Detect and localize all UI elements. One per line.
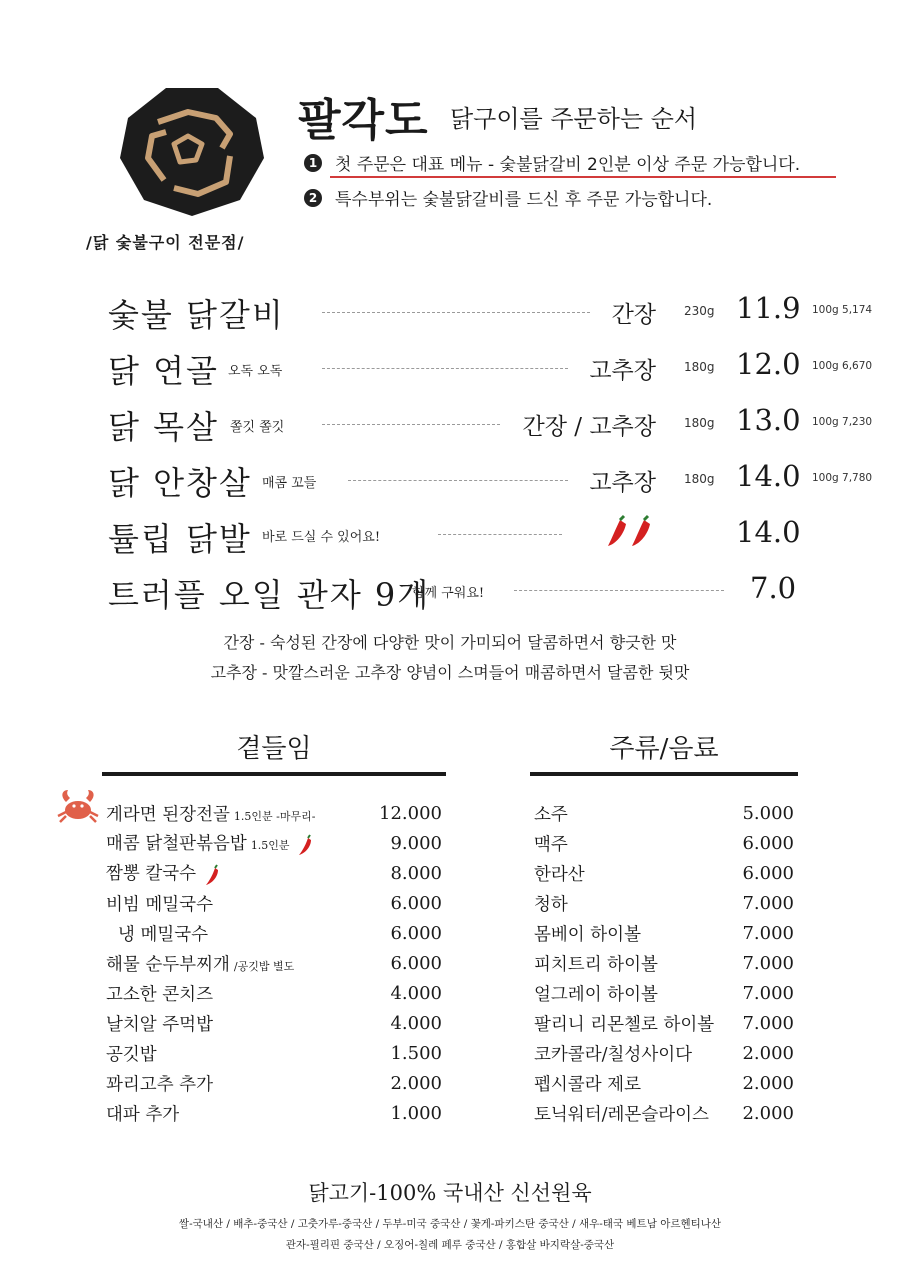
side-item: 매콤 닭철판볶음밥 1.5인분 9.000 bbox=[106, 832, 442, 855]
side-item: 꽈리고추 추가 2.000 bbox=[106, 1072, 442, 1095]
number-badge: 2 bbox=[304, 189, 322, 207]
dotted-leader bbox=[322, 312, 590, 313]
menu-item-weight: 230g bbox=[684, 304, 715, 318]
menu-item-sauce: 간장 / 고추장 bbox=[522, 414, 656, 440]
menu-item-desc: 함께 구워요! bbox=[412, 586, 485, 601]
menu-item-name: 닭 연골 bbox=[108, 352, 219, 390]
menu-item-per100: 100g 7,230 bbox=[812, 416, 873, 428]
menu-item-desc: 매콤 꼬들 bbox=[262, 476, 317, 491]
menu-item-desc: 바로 드실 수 있어요! bbox=[262, 530, 381, 545]
menu-item-sauce: 간장 bbox=[611, 302, 656, 328]
menu-item-desc: 쫄깃 쫄깃 bbox=[230, 420, 285, 435]
sauce-note: 간장 - 숙성된 간장에 다양한 맛이 가미되어 달콤하면서 향긋한 맛 bbox=[223, 633, 677, 652]
side-item: 날치알 주먹밥 4.000 bbox=[106, 1012, 442, 1035]
chili-pepper-icon bbox=[205, 864, 219, 886]
menu-item-price: 7.0 bbox=[750, 571, 797, 605]
order-rule-text: 첫 주문은 대표 메뉴 - 숯불닭갈비 2인분 이상 주문 가능합니다. bbox=[335, 155, 801, 175]
side-item: 고소한 콘치즈 4.000 bbox=[106, 982, 442, 1005]
dotted-leader bbox=[322, 424, 500, 425]
menu-item-name: 닭 안창살 bbox=[108, 464, 252, 502]
drink-item: 팔리니 리몬첼로 하이볼 7.000 bbox=[534, 1012, 794, 1035]
menu-item-weight: 180g bbox=[684, 472, 715, 486]
drink-item: 한라산 6.000 bbox=[534, 862, 794, 885]
menu-item-price: 13.0 bbox=[736, 403, 801, 437]
side-item: 짬뽕 칼국수 8.000 bbox=[106, 862, 442, 885]
menu-item-name: 트러플 오일 관자 9개 bbox=[108, 576, 431, 614]
crab-icon bbox=[56, 786, 100, 826]
menu-item-price: 14.0 bbox=[736, 515, 801, 549]
drinks-title: 주류/음료 bbox=[609, 734, 719, 764]
brand-name: 팔각도 bbox=[298, 95, 429, 146]
drink-item: 얼그레이 하이볼 7.000 bbox=[534, 982, 794, 1005]
menu-item-desc: 오독 오독 bbox=[228, 364, 283, 379]
order-rule-2 bbox=[304, 185, 712, 210]
underline bbox=[330, 176, 836, 178]
section-divider bbox=[102, 772, 446, 776]
origin-line: 관자-필리핀 중국산 / 오징어-칠레 페루 중국산 / 홍합살 바지락살-중국산 bbox=[285, 1239, 615, 1251]
side-item: 공깃밥 1.500 bbox=[106, 1042, 442, 1065]
menu-item-weight: 180g bbox=[684, 416, 715, 430]
sides-title: 곁들임 bbox=[236, 734, 312, 764]
dotted-leader bbox=[322, 368, 568, 369]
drink-item: 피치트리 하이볼 7.000 bbox=[534, 952, 794, 975]
number-badge: 1 bbox=[304, 154, 322, 172]
drink-item: 토닉워터/레몬슬라이스 2.000 bbox=[534, 1102, 794, 1125]
menu-item-per100: 100g 5,174 bbox=[812, 304, 873, 316]
origin-line: 쌀-국내산 / 배추-중국산 / 고춧가루-중국산 / 두부-미국 중국산 / 꽃게-파키스탄 중국산 / 새우-태국 베트남 아르헨티나산 bbox=[178, 1218, 722, 1230]
menu-item-name: 숯불 닭갈비 bbox=[108, 296, 285, 334]
menu-item-weight: 180g bbox=[684, 360, 715, 374]
chili-pepper-icon bbox=[606, 514, 662, 550]
menu-item-price: 14.0 bbox=[736, 459, 801, 493]
menu-item-price: 12.0 bbox=[736, 347, 801, 381]
sauce-note: 고추장 - 맛깔스러운 고추장 양념이 스며들어 매콤하면서 달콤한 뒷맛 bbox=[210, 663, 690, 682]
menu-item-sauce: 고추장 bbox=[589, 358, 656, 384]
menu-item-sauce: 고추장 bbox=[589, 470, 656, 496]
side-item: 대파 추가 1.000 bbox=[106, 1102, 442, 1125]
drink-item: 소주 5.000 bbox=[534, 802, 794, 825]
dotted-leader bbox=[514, 590, 724, 591]
menu-item-price: 11.9 bbox=[736, 291, 801, 325]
page-title: 닭구이를 주문하는 순서 bbox=[450, 105, 698, 133]
side-item: 냉 메밀국수 6.000 bbox=[118, 922, 442, 945]
order-rule-text: 특수부위는 숯불닭갈비를 드신 후 주문 가능합니다. bbox=[335, 190, 713, 210]
side-item: 비빔 메밀국수 6.000 bbox=[106, 892, 442, 915]
order-rule-1 bbox=[304, 150, 800, 175]
chili-pepper-icon bbox=[298, 834, 312, 856]
origin-title: 닭고기-100% 국내산 신선원육 bbox=[308, 1181, 592, 1205]
section-divider bbox=[530, 772, 798, 776]
drink-item: 청하 7.000 bbox=[534, 892, 794, 915]
drink-item: 펩시콜라 제로 2.000 bbox=[534, 1072, 794, 1095]
side-item: 해물 순두부찌개 /공깃밥 별도 6.000 bbox=[106, 952, 442, 975]
menu-item-per100: 100g 6,670 bbox=[812, 360, 873, 372]
side-item: 게라면 된장전골 1.5인분 -마무리- 12.000 bbox=[106, 802, 442, 825]
dotted-leader bbox=[438, 534, 562, 535]
tagline: /닭 숯불구이 전문점/ bbox=[86, 233, 245, 252]
drink-item: 몸베이 하이볼 7.000 bbox=[534, 922, 794, 945]
menu-item-per100: 100g 7,780 bbox=[812, 472, 873, 484]
drink-item: 맥주 6.000 bbox=[534, 832, 794, 855]
menu-item-name: 튤립 닭발 bbox=[108, 520, 252, 558]
dotted-leader bbox=[348, 480, 568, 481]
drink-item: 코카콜라/칠성사이다 2.000 bbox=[534, 1042, 794, 1065]
menu-item-name: 닭 목살 bbox=[108, 408, 219, 446]
octagon-logo-icon bbox=[118, 88, 266, 216]
